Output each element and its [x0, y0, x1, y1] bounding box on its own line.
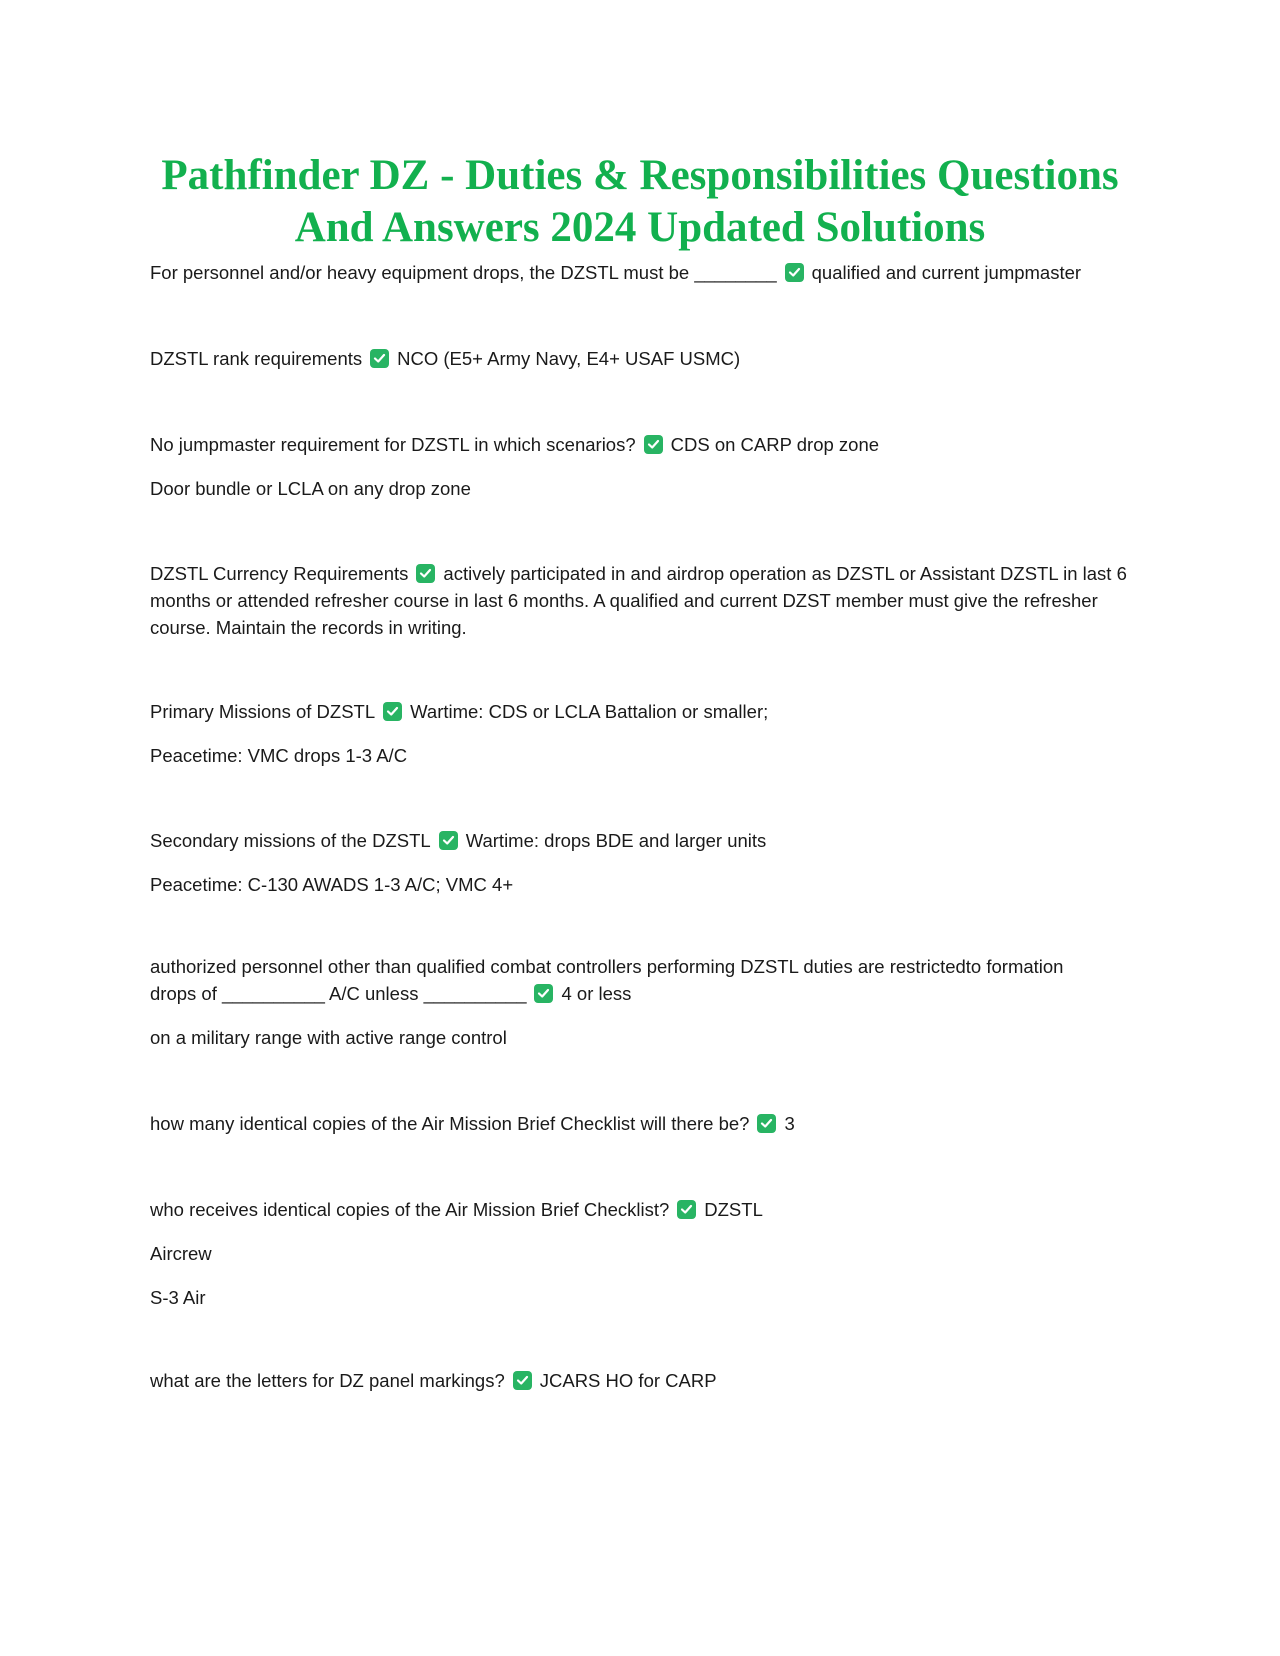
qa-line [150, 431, 1130, 458]
qa-line [150, 259, 1130, 286]
check-mark-icon [785, 263, 804, 282]
answer-continuation: on a military range with active range control [150, 1027, 507, 1048]
check-mark-icon [383, 702, 402, 721]
answer-text: Wartime: CDS or LCLA Battalion or smaller; [410, 701, 769, 722]
check-mark-icon [416, 564, 435, 583]
qa-line [150, 698, 1130, 725]
answer-text: 4 or less [561, 983, 632, 1004]
answer-text: NCO (E5+ Army Navy, E4+ USAF USMC) [397, 348, 741, 369]
check-mark-icon [439, 831, 458, 850]
answer-continuation: S-3 Air [150, 1287, 206, 1308]
answer-text: CDS on CARP drop zone [670, 434, 880, 455]
qa-item-personnel-drops [150, 259, 1130, 286]
document-title: Pathfinder DZ - Duties & Responsibilities Questions And Answers 2024 Updated Solutions [161, 152, 1119, 251]
question-text: DZSTL rank requirements [150, 348, 363, 369]
answer-continuation: Aircrew [150, 1243, 212, 1264]
question-text: Secondary missions of the DZSTL [150, 830, 431, 851]
answer-text: 3 [784, 1113, 795, 1134]
question-text: drops of __________ A/C unless __________ [150, 983, 527, 1004]
qa-item-checklist-recipients [150, 1196, 1130, 1311]
answer-continuation: Door bundle or LCLA on any drop zone [150, 478, 471, 499]
check-mark-icon [757, 1114, 776, 1133]
check-mark-icon [644, 435, 663, 454]
qa-item-formation-drops [150, 953, 1130, 1051]
answer-text: DZSTL [704, 1199, 763, 1220]
qa-line [150, 345, 1130, 372]
answer-text: qualified and current jumpmaster [811, 262, 1082, 283]
qa-line [150, 827, 1130, 854]
check-mark-icon [677, 1200, 696, 1219]
qa-item-primary-missions [150, 698, 1130, 769]
qa-item-no-jumpmaster [150, 431, 1130, 502]
answer-text: JCARS HO for CARP [539, 1370, 717, 1391]
question-text: For personnel and/or heavy equipment drops, the DZSTL must be ________ [150, 262, 777, 283]
qa-item-currency-requirements [150, 560, 1130, 641]
check-mark-icon [513, 1371, 532, 1390]
question-text: how many identical copies of the Air Mission Brief Checklist will there be? [150, 1113, 750, 1134]
check-mark-icon [534, 984, 553, 1003]
qa-line [150, 980, 1130, 1007]
answer-continuation: Peacetime: VMC drops 1-3 A/C [150, 745, 408, 766]
question-text: what are the letters for DZ panel markings? [150, 1370, 505, 1391]
question-text: No jumpmaster requirement for DZSTL in which scenarios? [150, 434, 636, 455]
qa-item-rank-requirements [150, 345, 1130, 372]
qa-paragraph [150, 563, 1127, 638]
answer-text: actively participated in and airdrop operation as DZSTL or Assistant DZSTL in last 6 months or attended refresher course in last 6 months. A qualified and current DZST member must give the refresher course. Maintain the records in writing. [150, 563, 1127, 638]
qa-line [150, 1367, 1130, 1394]
answer-continuation: Peacetime: C-130 AWADS 1-3 A/C; VMC 4+ [150, 874, 514, 895]
qa-line [150, 1110, 1130, 1137]
question-line-1: authorized personnel other than qualified combat controllers performing DZSTL duties are restrictedto formation [150, 956, 1064, 977]
answer-text: Wartime: drops BDE and larger units [465, 830, 767, 851]
qa-line [150, 1196, 1130, 1223]
qa-item-panel-markings [150, 1367, 1130, 1394]
check-mark-icon [370, 349, 389, 368]
question-text: who receives identical copies of the Air Mission Brief Checklist? [150, 1199, 670, 1220]
question-text: Primary Missions of DZSTL [150, 701, 376, 722]
qa-item-checklist-copies [150, 1110, 1130, 1137]
qa-item-secondary-missions [150, 827, 1130, 898]
question-text: DZSTL Currency Requirements [150, 563, 409, 584]
